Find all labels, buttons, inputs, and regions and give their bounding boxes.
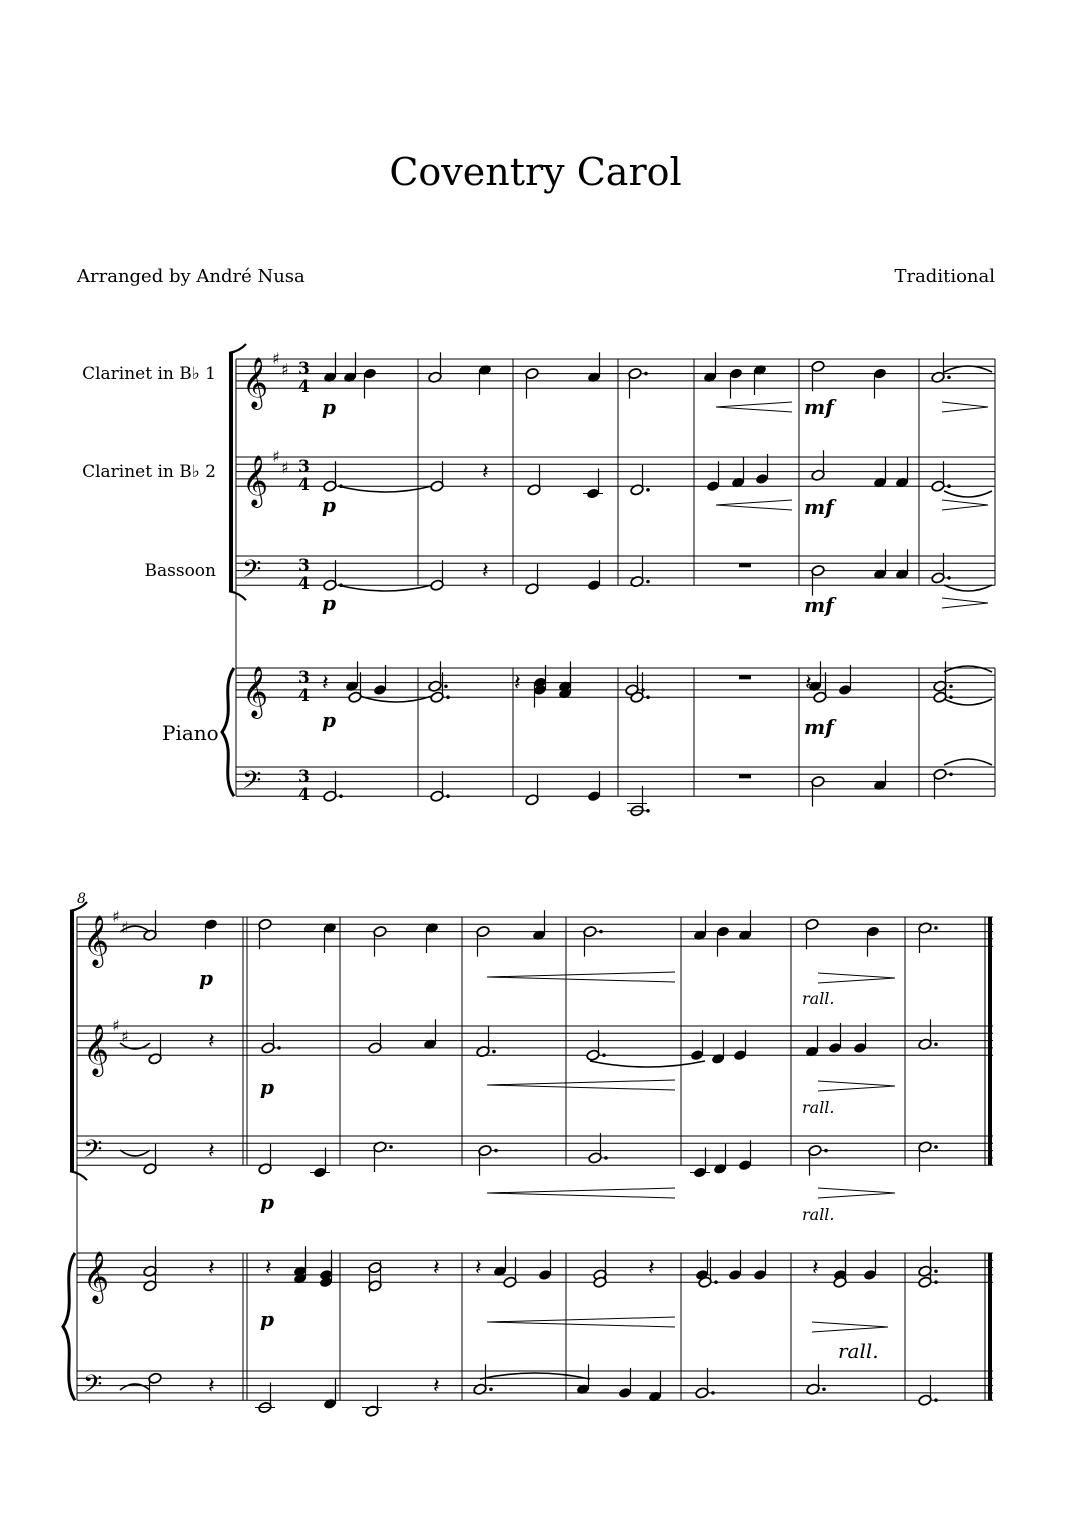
time-sig-denominator: 4 [298,686,310,706]
quarter-rest-icon: 𝄽 [208,1255,215,1281]
dot [934,1145,938,1149]
bass-clef-icon: 𝄢 [83,1369,103,1405]
quarter-rest-icon: 𝄽 [433,1255,440,1281]
sharp-icon: ♯ [112,907,120,926]
quarter-rest-icon: 𝄽 [482,459,489,485]
dynamic-p: p [260,1075,274,1099]
dynamic-p: p [260,1307,274,1331]
dot [599,930,603,934]
bracket-hook [70,902,87,911]
dot [489,1387,493,1391]
instrument-label-piano: Piano [162,721,219,745]
treble-clef-icon: 𝄞 [83,915,110,967]
crescendo-hairpin [487,1188,675,1198]
dot [646,488,650,492]
rall-marking: rall. [802,1205,835,1224]
dynamic-mf: mf [804,593,834,617]
dot [934,1269,938,1273]
dot [389,1145,393,1149]
treble-clef-icon: 𝄞 [83,1251,110,1303]
dot [494,1149,498,1153]
tie [944,585,992,591]
dot [947,484,951,488]
dot [822,1387,826,1391]
bracket-hook [229,591,246,600]
instrument-label-clarinet2: Clarinet in B♭ 2 [82,462,216,482]
quarter-rest-icon: 𝄽 [805,670,812,696]
dot [949,695,953,699]
dynamic-mf: mf [804,715,834,739]
quarter-rest-icon: 𝄽 [208,1138,215,1164]
composer-credit: Traditional [894,266,995,287]
crescendo-hairpin [716,500,792,510]
quarter-rest-icon: 𝄽 [322,670,329,696]
treble-clef-icon: 𝄞 [83,1024,110,1076]
dynamic-p: p [199,966,213,990]
sharp-icon: ♯ [121,918,129,937]
bracket [229,353,233,591]
dot [646,580,650,584]
tie [944,666,992,672]
rall-marking: rall. [802,1098,835,1117]
time-sig-denominator: 4 [298,785,310,805]
dot [444,684,448,688]
tie [590,1061,705,1067]
dot [824,1149,828,1153]
dot [934,1398,938,1402]
decrescendo-hairpin [942,598,988,608]
dynamic-mf: mf [804,495,834,519]
sharp-icon: ♯ [272,447,280,466]
measure-number: 8 [77,891,86,907]
dot [949,684,953,688]
bass-clef-icon: 𝄢 [242,765,262,801]
quarter-rest-icon: 𝄽 [475,1255,482,1281]
dot [604,1156,608,1160]
decrescendo-hairpin [942,500,988,510]
tie [944,759,992,765]
decrescendo-hairpin [812,1322,888,1332]
time-sig-denominator: 4 [298,475,310,495]
tie [338,585,432,591]
tie [944,699,992,705]
bass-clef-icon: 𝄢 [83,1134,103,1170]
dot [949,773,953,777]
dot [602,1053,606,1057]
decrescendo-hairpin [818,973,895,983]
bass-clef-icon: 𝄢 [242,554,262,590]
crescendo-hairpin [487,1317,675,1327]
time-sig-numerator: 3 [298,767,310,787]
sharp-icon: ♯ [281,360,289,379]
dot [714,1280,718,1284]
whole-rest [739,675,751,679]
treble-clef-icon: 𝄞 [242,666,269,718]
decrescendo-hairpin [818,1081,895,1091]
quarter-rest-icon: 𝄽 [812,1255,819,1281]
dynamic-p: p [260,1190,274,1214]
dot [947,576,951,580]
dot [277,1046,281,1050]
sharp-icon: ♯ [121,1027,129,1046]
quarter-rest-icon: 𝄽 [433,1373,440,1399]
dot [934,1042,938,1046]
barlines [77,359,995,1400]
quarter-rest-icon: 𝄽 [648,1255,655,1281]
instrument-label-clarinet1: Clarinet in B♭ 1 [82,364,216,384]
dot [646,695,650,699]
whole-rest [739,563,751,567]
crescendo-hairpin [487,1080,675,1090]
dynamic-mf: mf [804,395,834,419]
time-sig-numerator: 3 [298,457,310,477]
dot [711,1391,715,1395]
piano-brace [222,668,234,796]
dynamic-p: p [322,493,336,517]
quarter-rest-icon: 𝄽 [482,558,489,584]
treble-clef-icon: 𝄞 [242,357,269,409]
staff-lines [77,359,995,1400]
system-brackets [63,344,246,1400]
bracket-hook [70,1171,87,1180]
dynamics-and-hairpins [120,366,992,1390]
time-signature [298,359,310,805]
dynamics-system1 [322,395,837,739]
tie [944,366,992,372]
time-sig-denominator: 4 [298,574,310,594]
bracket-hook [229,344,246,353]
time-sig-denominator: 4 [298,377,310,397]
decrescendo-hairpin [942,402,988,412]
dot [934,926,938,930]
tie [120,1384,150,1390]
sharp-icon: ♯ [272,349,280,368]
bracket [70,911,74,1171]
piano-brace [63,1253,75,1400]
instrument-label-bassoon: Bassoon [144,561,216,581]
dot [934,1280,938,1284]
decrescendo-hairpin [818,1188,895,1198]
treble-clef-icon: 𝄞 [242,455,269,507]
whole-rest [739,774,751,778]
dot [947,375,951,379]
quarter-rest-icon: 𝄽 [208,1373,215,1399]
dynamic-p: p [322,708,336,732]
quarter-rest-icon: 𝄽 [208,1028,215,1054]
page-title: Coventry Carol [389,150,682,194]
quarter-rest-icon: 𝄽 [514,670,521,696]
sharp-icon: ♯ [281,458,289,477]
dot [492,1050,496,1054]
arranger-credit: Arranged by André Nusa [77,266,305,287]
dynamic-p: p [322,395,336,419]
tie [944,491,992,497]
time-sig-numerator: 3 [298,556,310,576]
crescendo-hairpin [716,402,792,412]
dot [339,794,343,798]
rall-marking: rall. [838,1339,879,1363]
clefs [83,349,289,1405]
dot [644,372,648,376]
dynamic-p: p [322,591,336,615]
dot [446,794,450,798]
crescendo-hairpin [487,972,675,982]
dot [446,695,450,699]
quarter-rest-icon: 𝄽 [265,1255,272,1281]
time-sig-numerator: 3 [298,668,310,688]
time-sig-numerator: 3 [298,359,310,379]
rall-marking: rall. [802,989,835,1008]
sharp-icon: ♯ [112,1016,120,1035]
